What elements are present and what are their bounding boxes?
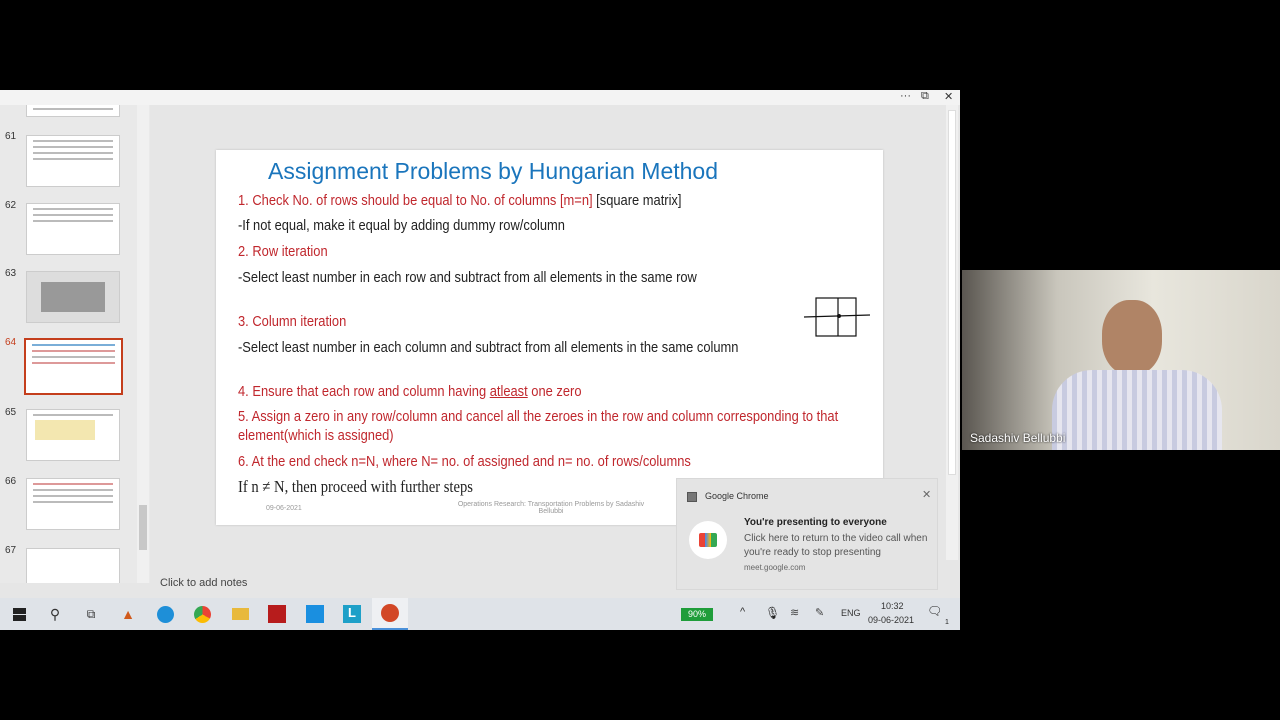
chrome-notification[interactable] xyxy=(676,478,938,590)
participant-face xyxy=(1102,300,1162,375)
chrome-icon xyxy=(687,492,697,502)
slide-text-body xyxy=(238,150,853,525)
final-note: If n ≠ N, then proceed with further steps xyxy=(238,477,473,496)
step-2: 2. Row iteration xyxy=(238,243,328,260)
clock-time[interactable]: 10:32 xyxy=(881,601,904,611)
slide-number: 61 xyxy=(5,131,17,142)
windows-start-icon[interactable] xyxy=(8,604,30,624)
step-6: 6. At the end check n=N, where N= no. of assigned and n= no. of rows/columns xyxy=(238,453,691,470)
toast-source: meet.google.com xyxy=(744,563,806,572)
slide-thumbnail-selected[interactable] xyxy=(24,338,123,395)
slide-number: 66 xyxy=(5,476,17,487)
step-4: 4. Ensure that each row and column having atleast one zero xyxy=(238,383,582,400)
notification-center-icon[interactable]: 🗨 xyxy=(927,604,943,618)
window-titlebar xyxy=(0,90,960,105)
participant-video xyxy=(962,270,1280,450)
close-icon[interactable]: ✕ xyxy=(944,91,954,103)
taskbar xyxy=(0,598,960,630)
step-5: 5. Assign a zero in any row/column and cancel all the zeroes in the row and column corresponding to that element(which is assigned) xyxy=(238,408,839,444)
powerpoint-icon[interactable] xyxy=(372,598,408,630)
participant-name: Sadashiv Bellubbi xyxy=(970,431,1066,445)
step-1: 1. Check No. of rows should be equal to No. of columns [m=n] [square matrix] xyxy=(238,192,682,209)
acrobat-icon[interactable] xyxy=(266,604,288,624)
slide-number: 63 xyxy=(5,268,17,279)
slide-title: Assignment Problems by Hungarian Method xyxy=(268,158,719,184)
edge-icon[interactable] xyxy=(154,604,176,624)
notification-count: 1 xyxy=(945,619,949,626)
slide-thumbnail[interactable] xyxy=(26,203,120,255)
restore-icon[interactable]: ⧉ xyxy=(921,90,929,102)
footer-date: 09-06-2021 xyxy=(266,505,302,512)
close-icon[interactable]: ✕ xyxy=(922,489,932,501)
slide-canvas[interactable] xyxy=(216,150,883,525)
pen-icon[interactable]: ✎ xyxy=(815,607,825,619)
toast-content xyxy=(744,517,934,573)
matlab-icon[interactable]: ▲ xyxy=(121,606,135,622)
google-meet-icon xyxy=(689,521,727,559)
slide-thumbnail[interactable] xyxy=(26,548,120,583)
language-indicator[interactable]: ENG xyxy=(841,608,861,618)
step-1-note: -If not equal, make it equal by adding dummy row/column xyxy=(238,217,565,234)
slide-thumbnail[interactable] xyxy=(26,135,120,187)
battery-indicator[interactable]: 90% xyxy=(681,608,713,621)
toast-title: You're presenting to everyone xyxy=(744,517,887,528)
participant-body xyxy=(1052,370,1222,450)
task-view-icon[interactable]: ⧉ xyxy=(86,606,96,621)
slide-number: 67 xyxy=(5,545,17,556)
grid-sketch-icon xyxy=(802,295,872,340)
chevron-up-icon[interactable]: ^ xyxy=(740,606,746,618)
thumbnail-scrollbar[interactable] xyxy=(137,105,149,583)
step-3-note: -Select least number in each column and subtract from all elements in the same column xyxy=(238,339,739,356)
slide-number: 64 xyxy=(5,337,17,348)
file-explorer-icon[interactable] xyxy=(229,604,251,624)
notes-field[interactable]: Click to add notes xyxy=(160,577,248,589)
footer-text: Operations Research: Transportation Problems by Sadashiv Bellubbi xyxy=(457,501,645,515)
step-2-note: -Select least number in each row and subtract from all elements in the same row xyxy=(238,269,697,286)
microphone-icon[interactable]: 🎙 xyxy=(765,606,781,620)
slide-thumbnail[interactable] xyxy=(26,271,120,323)
slide-thumbnail[interactable] xyxy=(26,105,120,117)
wifi-icon[interactable]: ≋ xyxy=(790,607,800,619)
slide-number: 65 xyxy=(5,407,17,418)
slide-scrollbar[interactable] xyxy=(946,105,958,560)
chrome-icon[interactable] xyxy=(191,604,213,624)
lync-icon[interactable]: L xyxy=(341,604,363,624)
slide-number: 62 xyxy=(5,200,17,211)
outlook-icon[interactable] xyxy=(304,604,326,624)
slide-thumbnail[interactable] xyxy=(26,409,120,461)
ellipsis-icon[interactable]: ··· xyxy=(900,90,911,102)
step-3: 3. Column iteration xyxy=(238,313,347,330)
slide-thumbnail[interactable] xyxy=(26,478,120,530)
clock-date[interactable]: 09-06-2021 xyxy=(868,615,915,625)
toast-body: Click here to return to the video call when you're ready to stop presenting xyxy=(744,533,928,558)
slide-thumbnail-panel xyxy=(0,105,150,583)
search-icon[interactable]: ⚲ xyxy=(49,605,61,622)
toast-app-name: Google Chrome xyxy=(705,491,769,501)
shared-screen xyxy=(0,90,960,630)
